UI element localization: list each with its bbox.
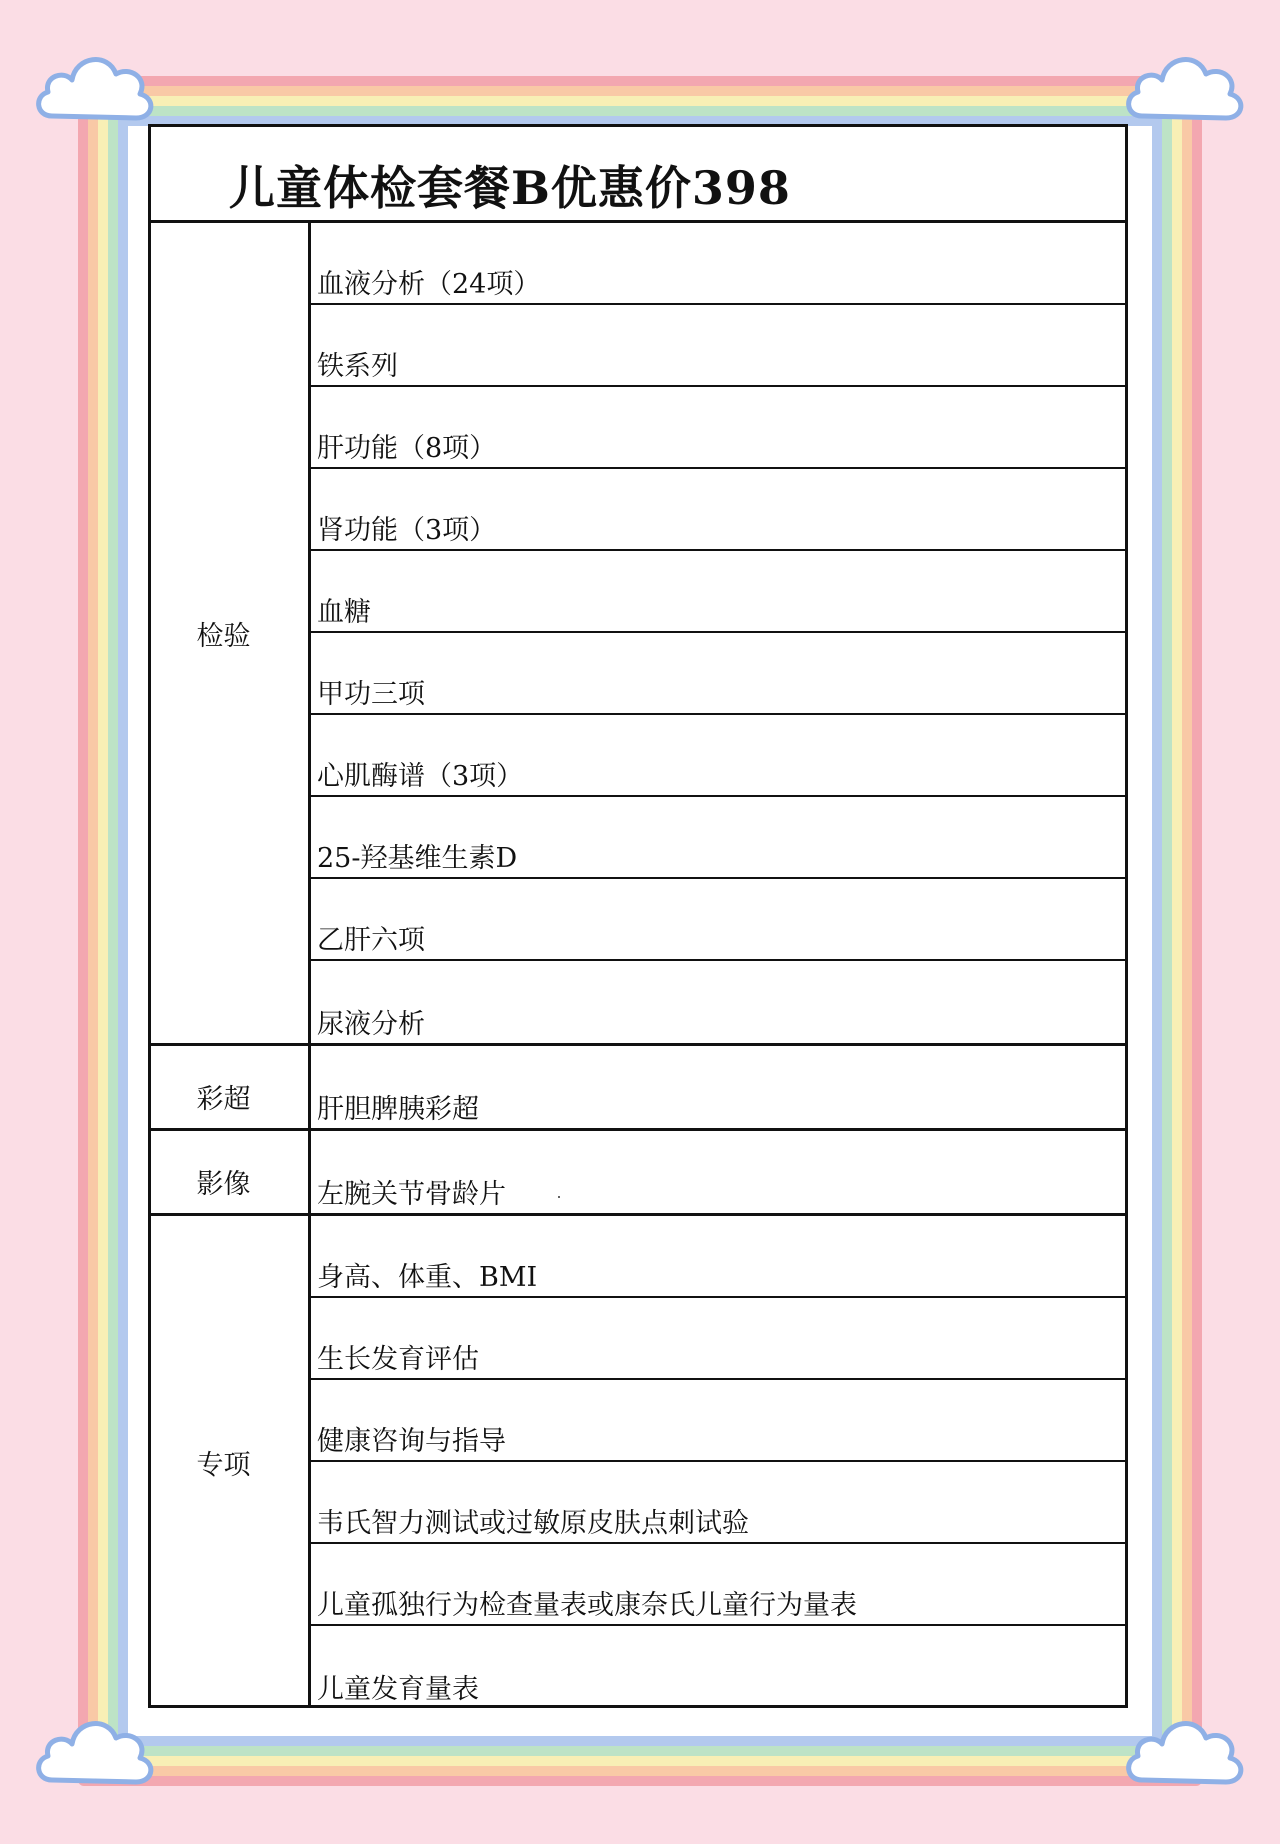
cloud-icon [1120,42,1250,134]
list-item: 儿童孤独行为检查量表或康奈氏儿童行为量表 [311,1544,1125,1626]
list-item: 肝胆脾胰彩超 [317,1093,479,1125]
group-items [311,1216,1125,1708]
page-title: 儿童体检套餐B优惠价398 [229,160,791,215]
group-label: 检验 [151,223,311,1043]
list-item: 尿液分析 [317,1008,425,1040]
list-item: 身高、体重、BMI [311,1216,1125,1298]
group-imaging [151,1131,1125,1216]
list-item: 心肌酶谱（3项） [311,715,1125,797]
group-items [311,1046,1125,1128]
title-row [151,127,1125,223]
list-item: 25-羟基维生素D [311,797,1125,879]
list-item: 乙肝六项 [311,879,1125,961]
package-table [148,124,1128,1708]
group-label: 专项 [151,1216,311,1708]
list-item: 生长发育评估 [311,1298,1125,1380]
cloud-icon [1120,1706,1250,1798]
group-items [311,223,1125,1043]
list-item: 韦氏智力测试或过敏原皮肤点刺试验 [311,1462,1125,1544]
list-item: 血液分析（24项） [311,223,1125,305]
group-label: 影像 [151,1131,311,1213]
list-item: 左腕关节骨龄片 [317,1178,506,1210]
group-label: 彩超 [151,1046,311,1128]
cloud-icon [30,42,160,134]
group-ultrasound [151,1046,1125,1131]
list-item: 肝功能（8项） [311,387,1125,469]
group-items [311,1131,1125,1213]
list-item: 铁系列 [311,305,1125,387]
list-item: 血糖 [311,551,1125,633]
list-item: 健康咨询与指导 [311,1380,1125,1462]
cloud-icon [30,1706,160,1798]
list-item: 甲功三项 [311,633,1125,715]
group-lab-tests [151,223,1125,1046]
group-special [151,1216,1125,1708]
list-item: 肾功能（3项） [311,469,1125,551]
list-item: 儿童发育量表 [317,1673,479,1705]
stray-dot [558,1196,560,1198]
